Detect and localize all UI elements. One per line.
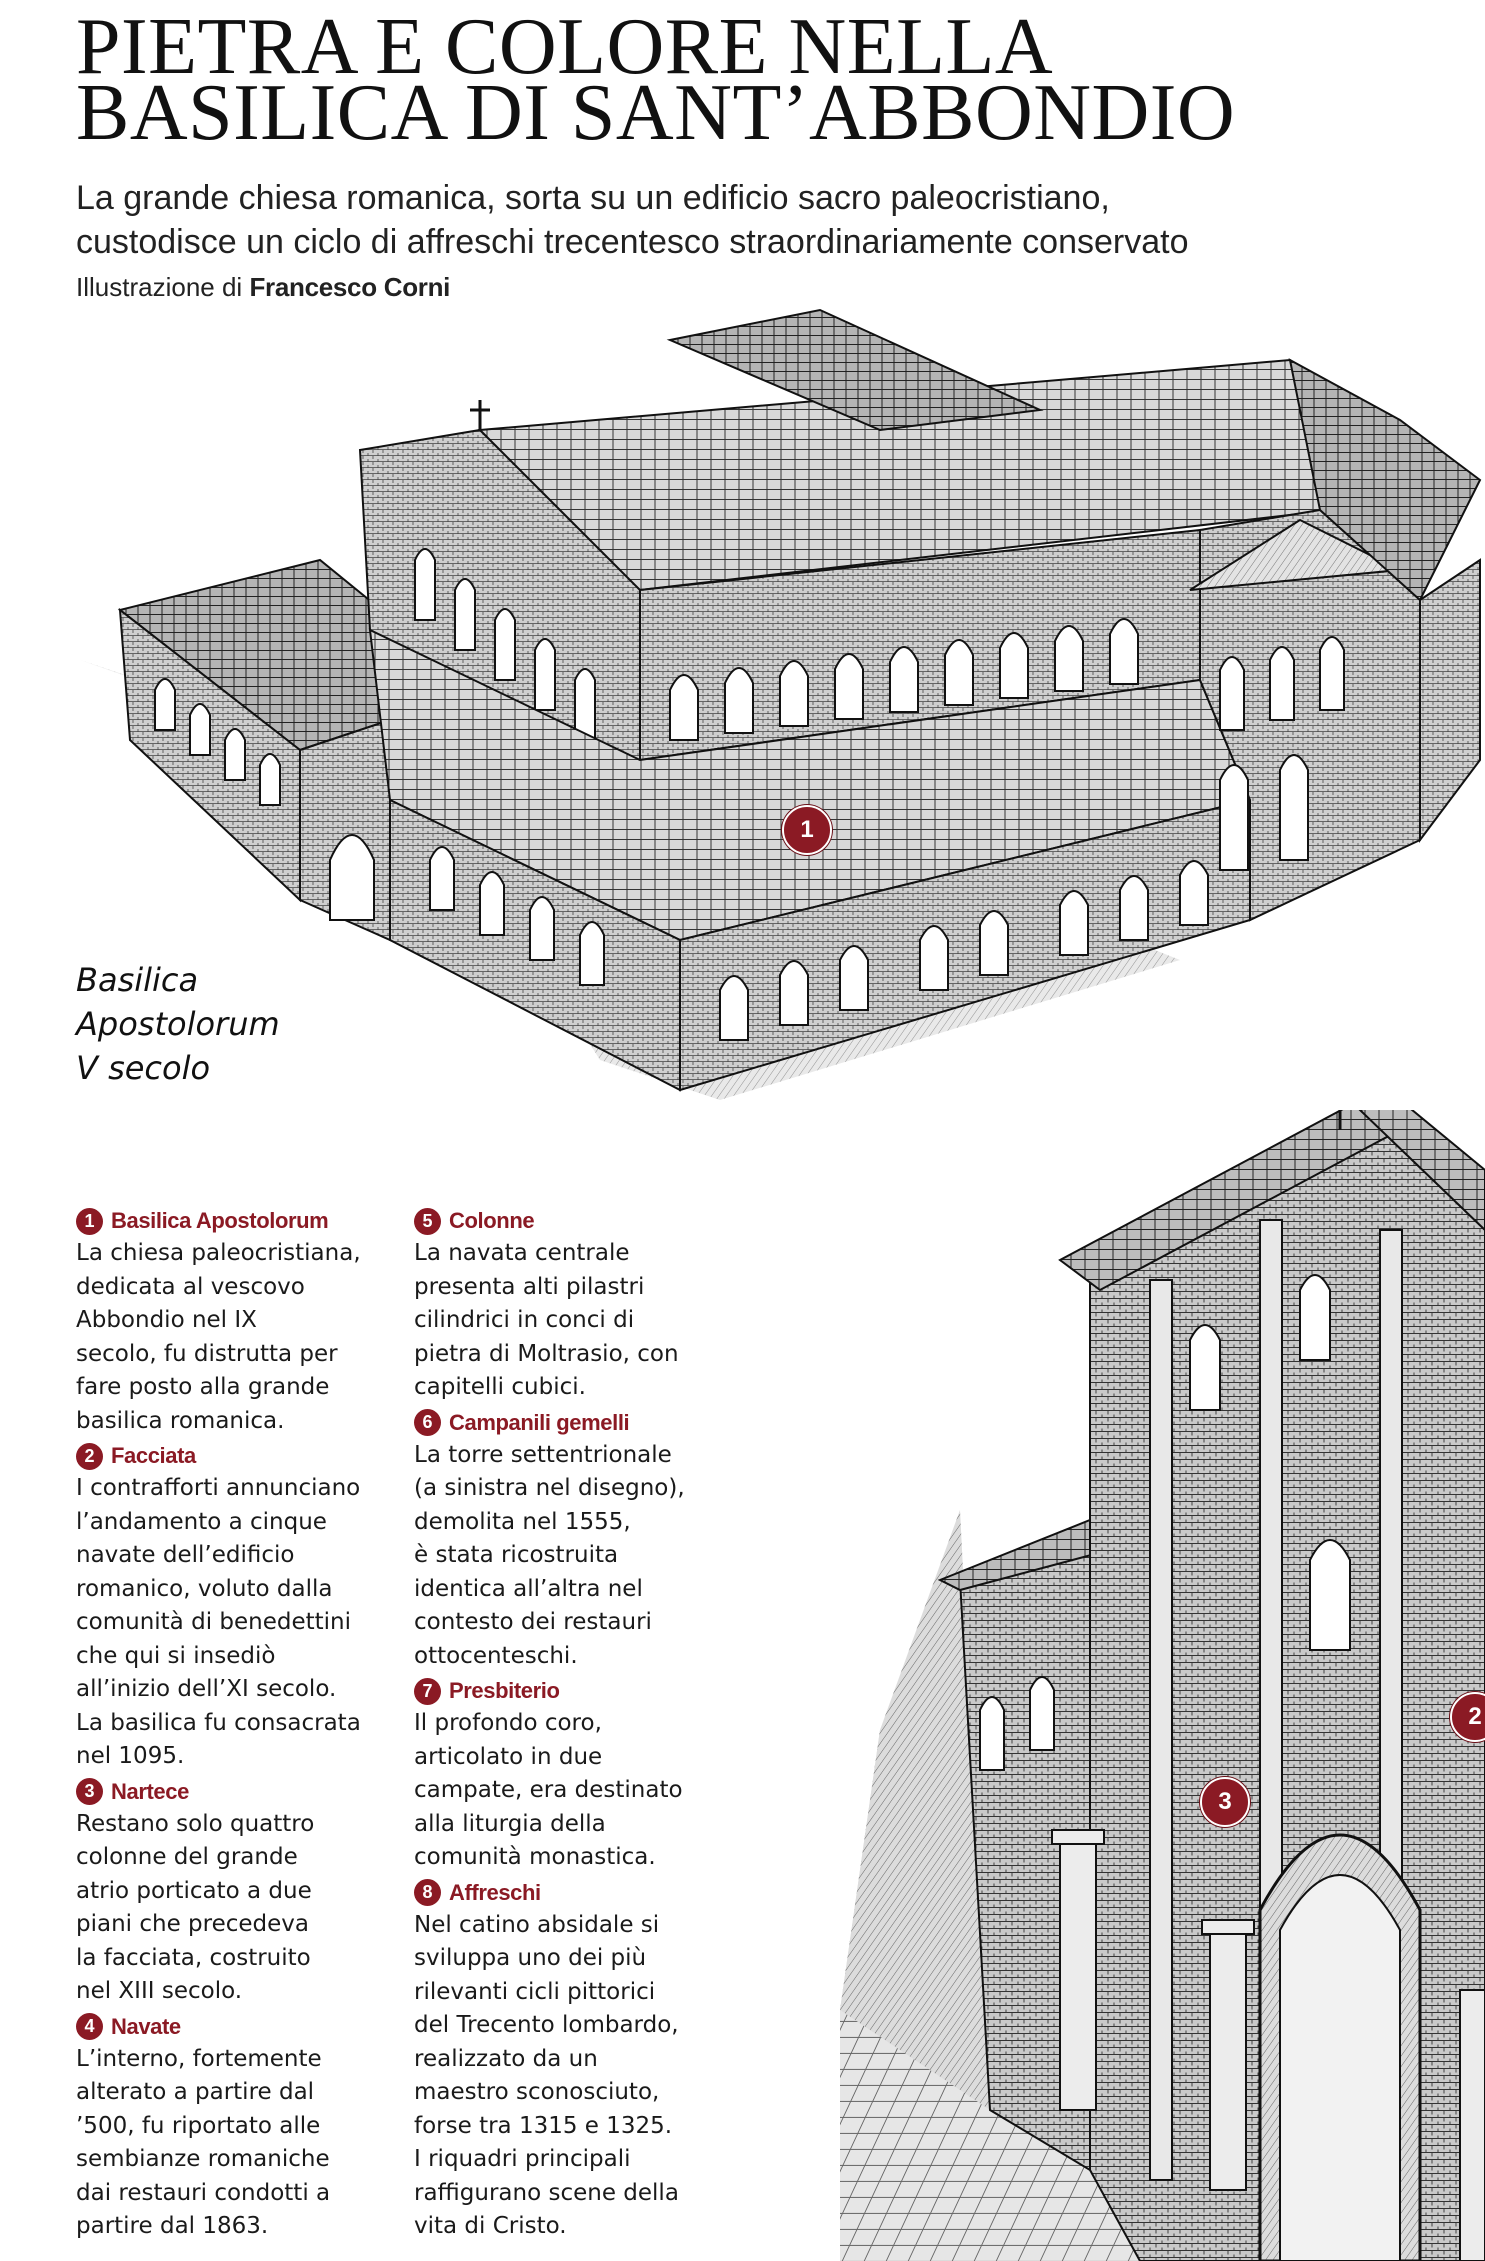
text-line: L’interno, fortemente xyxy=(76,2045,322,2072)
illustration-credit xyxy=(76,272,450,303)
caption-line-3: V secolo xyxy=(76,1049,211,1087)
marker-3: 3 xyxy=(1200,1777,1250,1827)
legend-entry-head xyxy=(76,1205,406,1237)
number-badge: 6 xyxy=(414,1409,441,1436)
text-line: La chiesa paleocristiana, xyxy=(76,1240,361,1266)
text-line: forse tra 1315 e 1325. xyxy=(414,2112,673,2139)
legend-entry-head xyxy=(414,1205,744,1237)
text-line: è stata ricostruita xyxy=(414,1542,619,1568)
legend-entry-1 xyxy=(76,1205,406,1438)
text-line: ’500, fu riportato alle xyxy=(76,2112,321,2139)
text-line: I contrafforti annunciano xyxy=(76,1475,361,1501)
legend-entry-4 xyxy=(76,2011,406,2244)
legend-entry-text xyxy=(414,1439,744,1674)
text-line: La torre settentrionale xyxy=(414,1441,672,1468)
text-line: ottocenteschi. xyxy=(414,1642,578,1669)
legend-entry-head xyxy=(76,1440,406,1472)
credit-prefix: Illustrazione di xyxy=(76,272,243,302)
legend-entry-title: Facciata xyxy=(111,1443,196,1468)
text-line: basilica romanica. xyxy=(76,1407,285,1434)
legend-entry-text xyxy=(414,1909,744,2244)
legend-entry-2 xyxy=(76,1440,406,1774)
legend-entry-text xyxy=(414,1237,744,1405)
text-line: Nel catino absidale si xyxy=(414,1911,660,1938)
legend-entry-3 xyxy=(76,1776,406,2009)
text-line: raffigurano scene della xyxy=(414,2179,679,2206)
legend-entry-title: Campanili gemelli xyxy=(449,1409,630,1435)
text-line: nel 1095. xyxy=(76,1743,185,1769)
legend-entry-head xyxy=(414,1675,744,1707)
text-line: colonne del grande xyxy=(76,1844,298,1870)
text-line: l’andamento a cinque xyxy=(76,1508,327,1535)
text-line: articolato in due xyxy=(414,1743,603,1770)
title-line-2: BASILICA DI SANT’ABBONDIO xyxy=(76,69,1236,157)
credit-name: Francesco Corni xyxy=(249,272,451,302)
legend-entry-8 xyxy=(414,1877,744,2244)
text-line: La navata centrale xyxy=(414,1240,630,1266)
text-line: navate dell’edificio xyxy=(76,1542,295,1568)
number-badge: 5 xyxy=(414,1208,441,1235)
legend-entry-title: Affreschi xyxy=(449,1879,541,1905)
legend-entry-6 xyxy=(414,1407,744,1674)
text-line: la facciata, costruito xyxy=(76,1944,311,1971)
text-line: nel XIII secolo. xyxy=(76,1978,243,2004)
legend-entry-title: Navate xyxy=(111,2013,181,2039)
text-line: capitelli cubici. xyxy=(414,1374,586,1400)
number-badge: 4 xyxy=(76,2013,103,2040)
text-line: realizzato da un xyxy=(414,2045,598,2072)
caption-line-2: Apostolorum xyxy=(76,1005,280,1043)
text-line: all’inizio dell’XI secolo. xyxy=(76,1676,337,1702)
text-line: partire dal 1863. xyxy=(76,2213,269,2239)
text-line: fare posto alla grande xyxy=(76,1374,330,1400)
text-line: atrio porticato a due xyxy=(76,1877,312,1904)
text-line: sviluppa uno dei più xyxy=(414,1945,647,1971)
text-line: pietra di Moltrasio, con xyxy=(414,1340,679,1367)
subtitle-line-1: La grande chiesa romanica, sorta su un edificio sacro paleocristiano, xyxy=(76,179,1110,217)
legend-entry-7 xyxy=(414,1675,744,1875)
text-line: campate, era destinato xyxy=(414,1777,683,1803)
legend-entry-title: Nartece xyxy=(111,1778,189,1804)
legend-entry-text xyxy=(414,1707,744,1875)
number-badge: 8 xyxy=(414,1879,441,1906)
marker-2: 2 xyxy=(1450,1692,1485,1742)
legend-entry-head xyxy=(414,1407,744,1439)
text-line: alterato a partire dal xyxy=(76,2079,315,2105)
text-line: dai restauri condotti a xyxy=(76,2179,331,2206)
text-line: cilindrici in conci di xyxy=(414,1307,635,1333)
text-line: comunità di benedettini xyxy=(76,1609,352,1635)
number-badge: 2 xyxy=(76,1443,103,1470)
text-line: Restano solo quattro xyxy=(76,1810,315,1837)
text-line: (a sinistra nel disegno), xyxy=(414,1475,685,1501)
legend-entry-5 xyxy=(414,1205,744,1405)
text-line: secolo, fu distrutta per xyxy=(76,1340,338,1367)
text-line: del Trecento lombardo, xyxy=(414,2012,679,2038)
text-line: presenta alti pilastri xyxy=(414,1273,645,1300)
article-title xyxy=(76,3,1456,157)
number-badge: 3 xyxy=(76,1778,103,1805)
legend-entry-head xyxy=(76,1776,406,1808)
text-line: alla liturgia della xyxy=(414,1810,606,1837)
text-line: piani che precedeva xyxy=(76,1911,309,1937)
text-line: romanico, voluto dalla xyxy=(76,1575,333,1602)
number-badge: 7 xyxy=(414,1678,441,1705)
subtitle-line-2: custodisce un ciclo di affreschi trecentesco straordinariamente conservato xyxy=(76,223,1189,261)
legend-entry-title: Colonne xyxy=(449,1208,535,1233)
legend-entry-text xyxy=(76,2043,406,2244)
legend-entry-text xyxy=(76,1472,406,1774)
caption-line-1: Basilica xyxy=(76,961,199,999)
romanesque-facade-illustration xyxy=(840,1110,1485,2261)
text-line: La basilica fu consacrata xyxy=(76,1709,361,1736)
legend-column-right xyxy=(414,1205,744,2246)
title-line-1: PIETRA E COLORE NELLA xyxy=(76,3,1054,91)
text-line: vita di Cristo. xyxy=(414,2213,567,2239)
article-subtitle xyxy=(76,176,1396,264)
text-line: I riquadri principali xyxy=(414,2146,631,2172)
text-line: Il profondo coro, xyxy=(414,1710,602,1736)
text-line: identica all’altra nel xyxy=(414,1575,643,1602)
legend-entry-text xyxy=(76,1808,406,2009)
text-line: sembianze romaniche xyxy=(76,2146,330,2172)
marker-1: 1 xyxy=(782,805,832,855)
legend-column-left xyxy=(76,1205,406,2246)
text-line: maestro sconosciuto, xyxy=(414,2079,660,2105)
text-line: demolita nel 1555, xyxy=(414,1508,631,1535)
legend-entry-title: Basilica Apostolorum xyxy=(111,1208,329,1233)
text-line: Abbondio nel IX xyxy=(76,1307,257,1333)
legend-entry-head xyxy=(76,2011,406,2043)
number-badge: 1 xyxy=(76,1208,103,1235)
text-line: comunità monastica. xyxy=(414,1844,656,1870)
legend-entry-head xyxy=(414,1877,744,1909)
legend-entry-text xyxy=(76,1237,406,1438)
legend-entry-title: Presbiterio xyxy=(449,1678,560,1703)
text-line: dedicata al vescovo xyxy=(76,1273,305,1300)
text-line: che qui si insediò xyxy=(76,1642,276,1669)
text-line: rilevanti cicli pittorici xyxy=(414,1978,656,2005)
illustration-caption xyxy=(76,958,280,1090)
text-line: contesto dei restauri xyxy=(414,1609,652,1635)
